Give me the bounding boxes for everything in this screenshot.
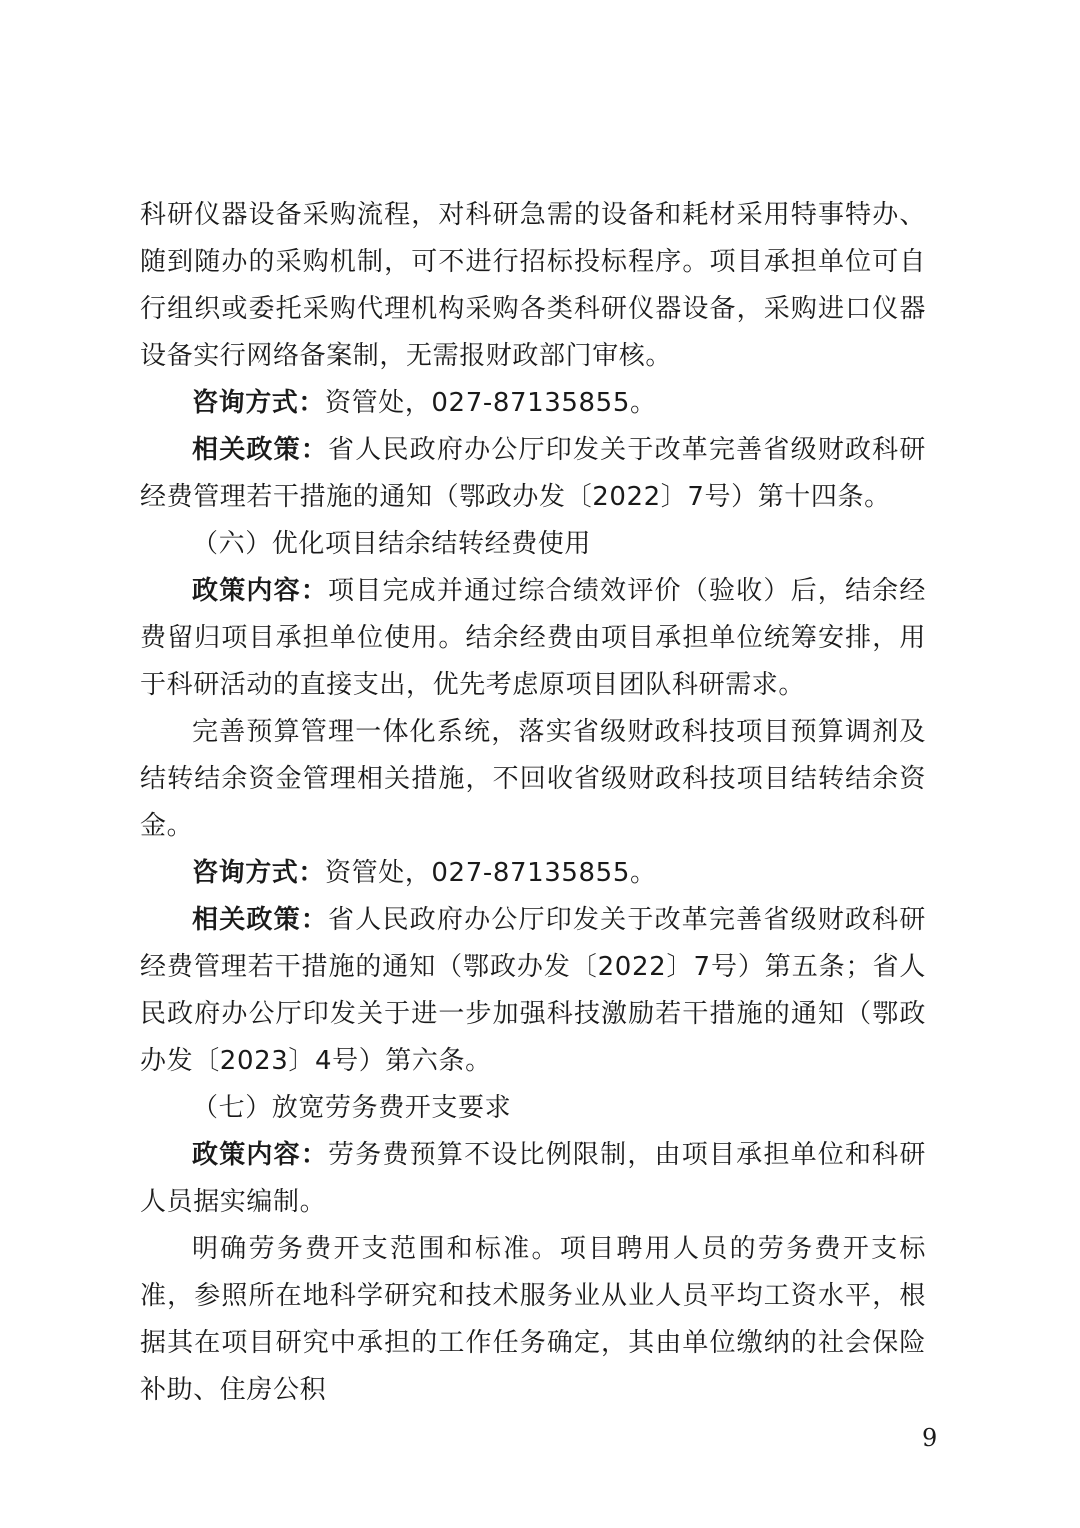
paragraph-related-policy-2 <box>140 897 926 1085</box>
label-related-policy: 相关政策： <box>192 435 329 465</box>
policy-content-text: 劳务费预算不设比例限制，由项目承担单位和科研人员据实编制。 <box>140 1140 926 1217</box>
paragraph-procurement-process <box>140 192 926 380</box>
contact-text: 资管处，027-87135855。 <box>325 858 657 888</box>
page-number: 9 <box>922 1424 938 1452</box>
paragraph-text: 明确劳务费开支范围和标准。项目聘用人员的劳务费开支标准，参照所在地科学研究和技术服务业从业人员平均工资水平，根据其在项目研究中承担的工作任务确定，其由单位缴纳的社会保险补助、住房公积 <box>140 1234 926 1405</box>
paragraph-related-policy-1 <box>140 427 926 521</box>
document-body <box>140 192 926 1414</box>
label-policy-content: 政策内容： <box>192 576 329 606</box>
paragraph-contact-2 <box>140 850 926 897</box>
label-policy-content: 政策内容： <box>192 1140 329 1170</box>
paragraph-contact-1 <box>140 380 926 427</box>
section-heading-text: （六）优化项目结余结转经费使用 <box>192 529 592 559</box>
label-contact: 咨询方式： <box>192 858 326 888</box>
paragraph-text: 完善预算管理一体化系统，落实省级财政科技项目预算调剂及结转结余资金管理相关措施，不回收省级财政科技项目结转结余资金。 <box>140 717 926 841</box>
policy-content-text: 项目完成并通过综合绩效评价（验收）后，结余经费留归项目承担单位使用。结余经费由项目承担单位统筹安排，用于科研活动的直接支出，优先考虑原项目团队科研需求。 <box>140 576 926 700</box>
section-heading-7 <box>140 1085 926 1132</box>
contact-text: 资管处，027-87135855。 <box>325 388 657 418</box>
paragraph-policy-content-7 <box>140 1132 926 1226</box>
section-heading-6 <box>140 521 926 568</box>
paragraph-policy-content-6 <box>140 568 926 709</box>
label-related-policy: 相关政策： <box>192 905 329 935</box>
section-heading-text: （七）放宽劳务费开支要求 <box>192 1093 512 1123</box>
paragraph-labor-cost-standards <box>140 1226 926 1414</box>
label-contact: 咨询方式： <box>192 388 326 418</box>
related-policy-text: 省人民政府办公厅印发关于改革完善省级财政科研经费管理若干措施的通知（鄂政办发〔2022〕7号）第十四条。 <box>140 435 926 512</box>
paragraph-budget-system <box>140 709 926 850</box>
related-policy-text: 省人民政府办公厅印发关于改革完善省级财政科研经费管理若干措施的通知（鄂政办发〔2022〕7号）第五条；省人民政府办公厅印发关于进一步加强科技激励若干措施的通知（鄂政办发〔2023〕4号）第六条。 <box>140 905 926 1076</box>
paragraph-text: 科研仪器设备采购流程，对科研急需的设备和耗材采用特事特办、随到随办的采购机制，可不进行招标投标程序。项目承担单位可自行组织或委托采购代理机构采购各类科研仪器设备，采购进口仪器设备实行网络备案制，无需报财政部门审核。 <box>140 200 926 371</box>
